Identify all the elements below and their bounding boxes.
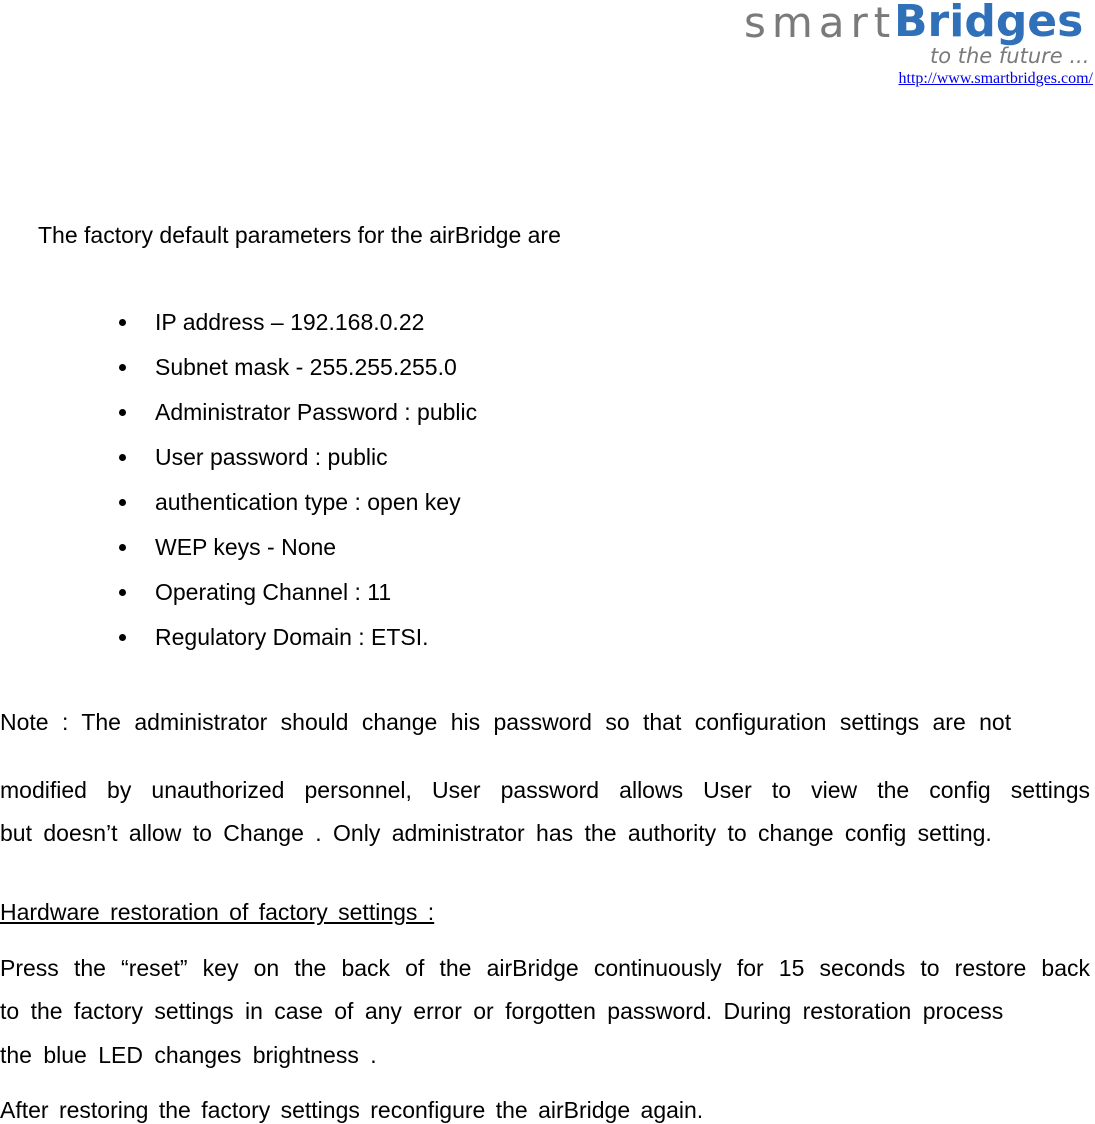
bullet-icon [119, 319, 126, 326]
subnet-mask-item: Subnet mask - 255.255.255.0 [155, 354, 457, 380]
note-line-1: Note : The administrator should change his password so that configuration settings are not [0, 709, 1012, 735]
intro-text: The factory default parameters for the airBridge are [38, 222, 561, 248]
reset-line-3: the blue LED changes brightness . [0, 1042, 377, 1068]
admin-password-item: Administrator Password : public [155, 399, 478, 425]
wep-keys-item: WEP keys - None [155, 534, 337, 560]
logo-tagline: to the future ... [930, 44, 1090, 68]
after-restore-text: After restoring the factory settings reconfigure the airBridge again. [0, 1097, 704, 1123]
hardware-restoration-heading: Hardware restoration of factory settings : [0, 899, 435, 925]
website-link[interactable]: http://www.smartbridges.com/ [898, 70, 1093, 87]
reset-line-2: to the factory settings in case of any error or forgotten password. During restoration process [0, 998, 1004, 1024]
authentication-type-item: authentication type : open key [155, 489, 461, 515]
ip-address-item: IP address – 192.168.0.22 [155, 309, 425, 335]
logo-smart-text: smart [744, 0, 897, 47]
user-password-item: User password : public [155, 444, 388, 470]
bullet-icon [119, 544, 126, 551]
reset-line-1: Press the “reset” key on the back of the airBridge continuously for 15 seconds to restore back [0, 955, 1090, 981]
bullet-icon [119, 634, 126, 641]
bullet-icon [119, 499, 126, 506]
regulatory-domain-item: Regulatory Domain : ETSI. [155, 624, 429, 650]
logo-bridges-text: Bridges [894, 0, 1084, 47]
operating-channel-item: Operating Channel : 11 [155, 579, 392, 605]
note-line-2: modified by unauthorized personnel, User password allows User to view the config settings [0, 777, 1090, 803]
bullet-icon [119, 364, 126, 371]
note-line-3: but doesn’t allow to Change . Only administrator has the authority to change config setting. [0, 820, 992, 846]
bullet-icon [119, 409, 126, 416]
bullet-icon [119, 589, 126, 596]
smartbridges-logo [744, 0, 1090, 72]
bullet-icon [119, 454, 126, 461]
